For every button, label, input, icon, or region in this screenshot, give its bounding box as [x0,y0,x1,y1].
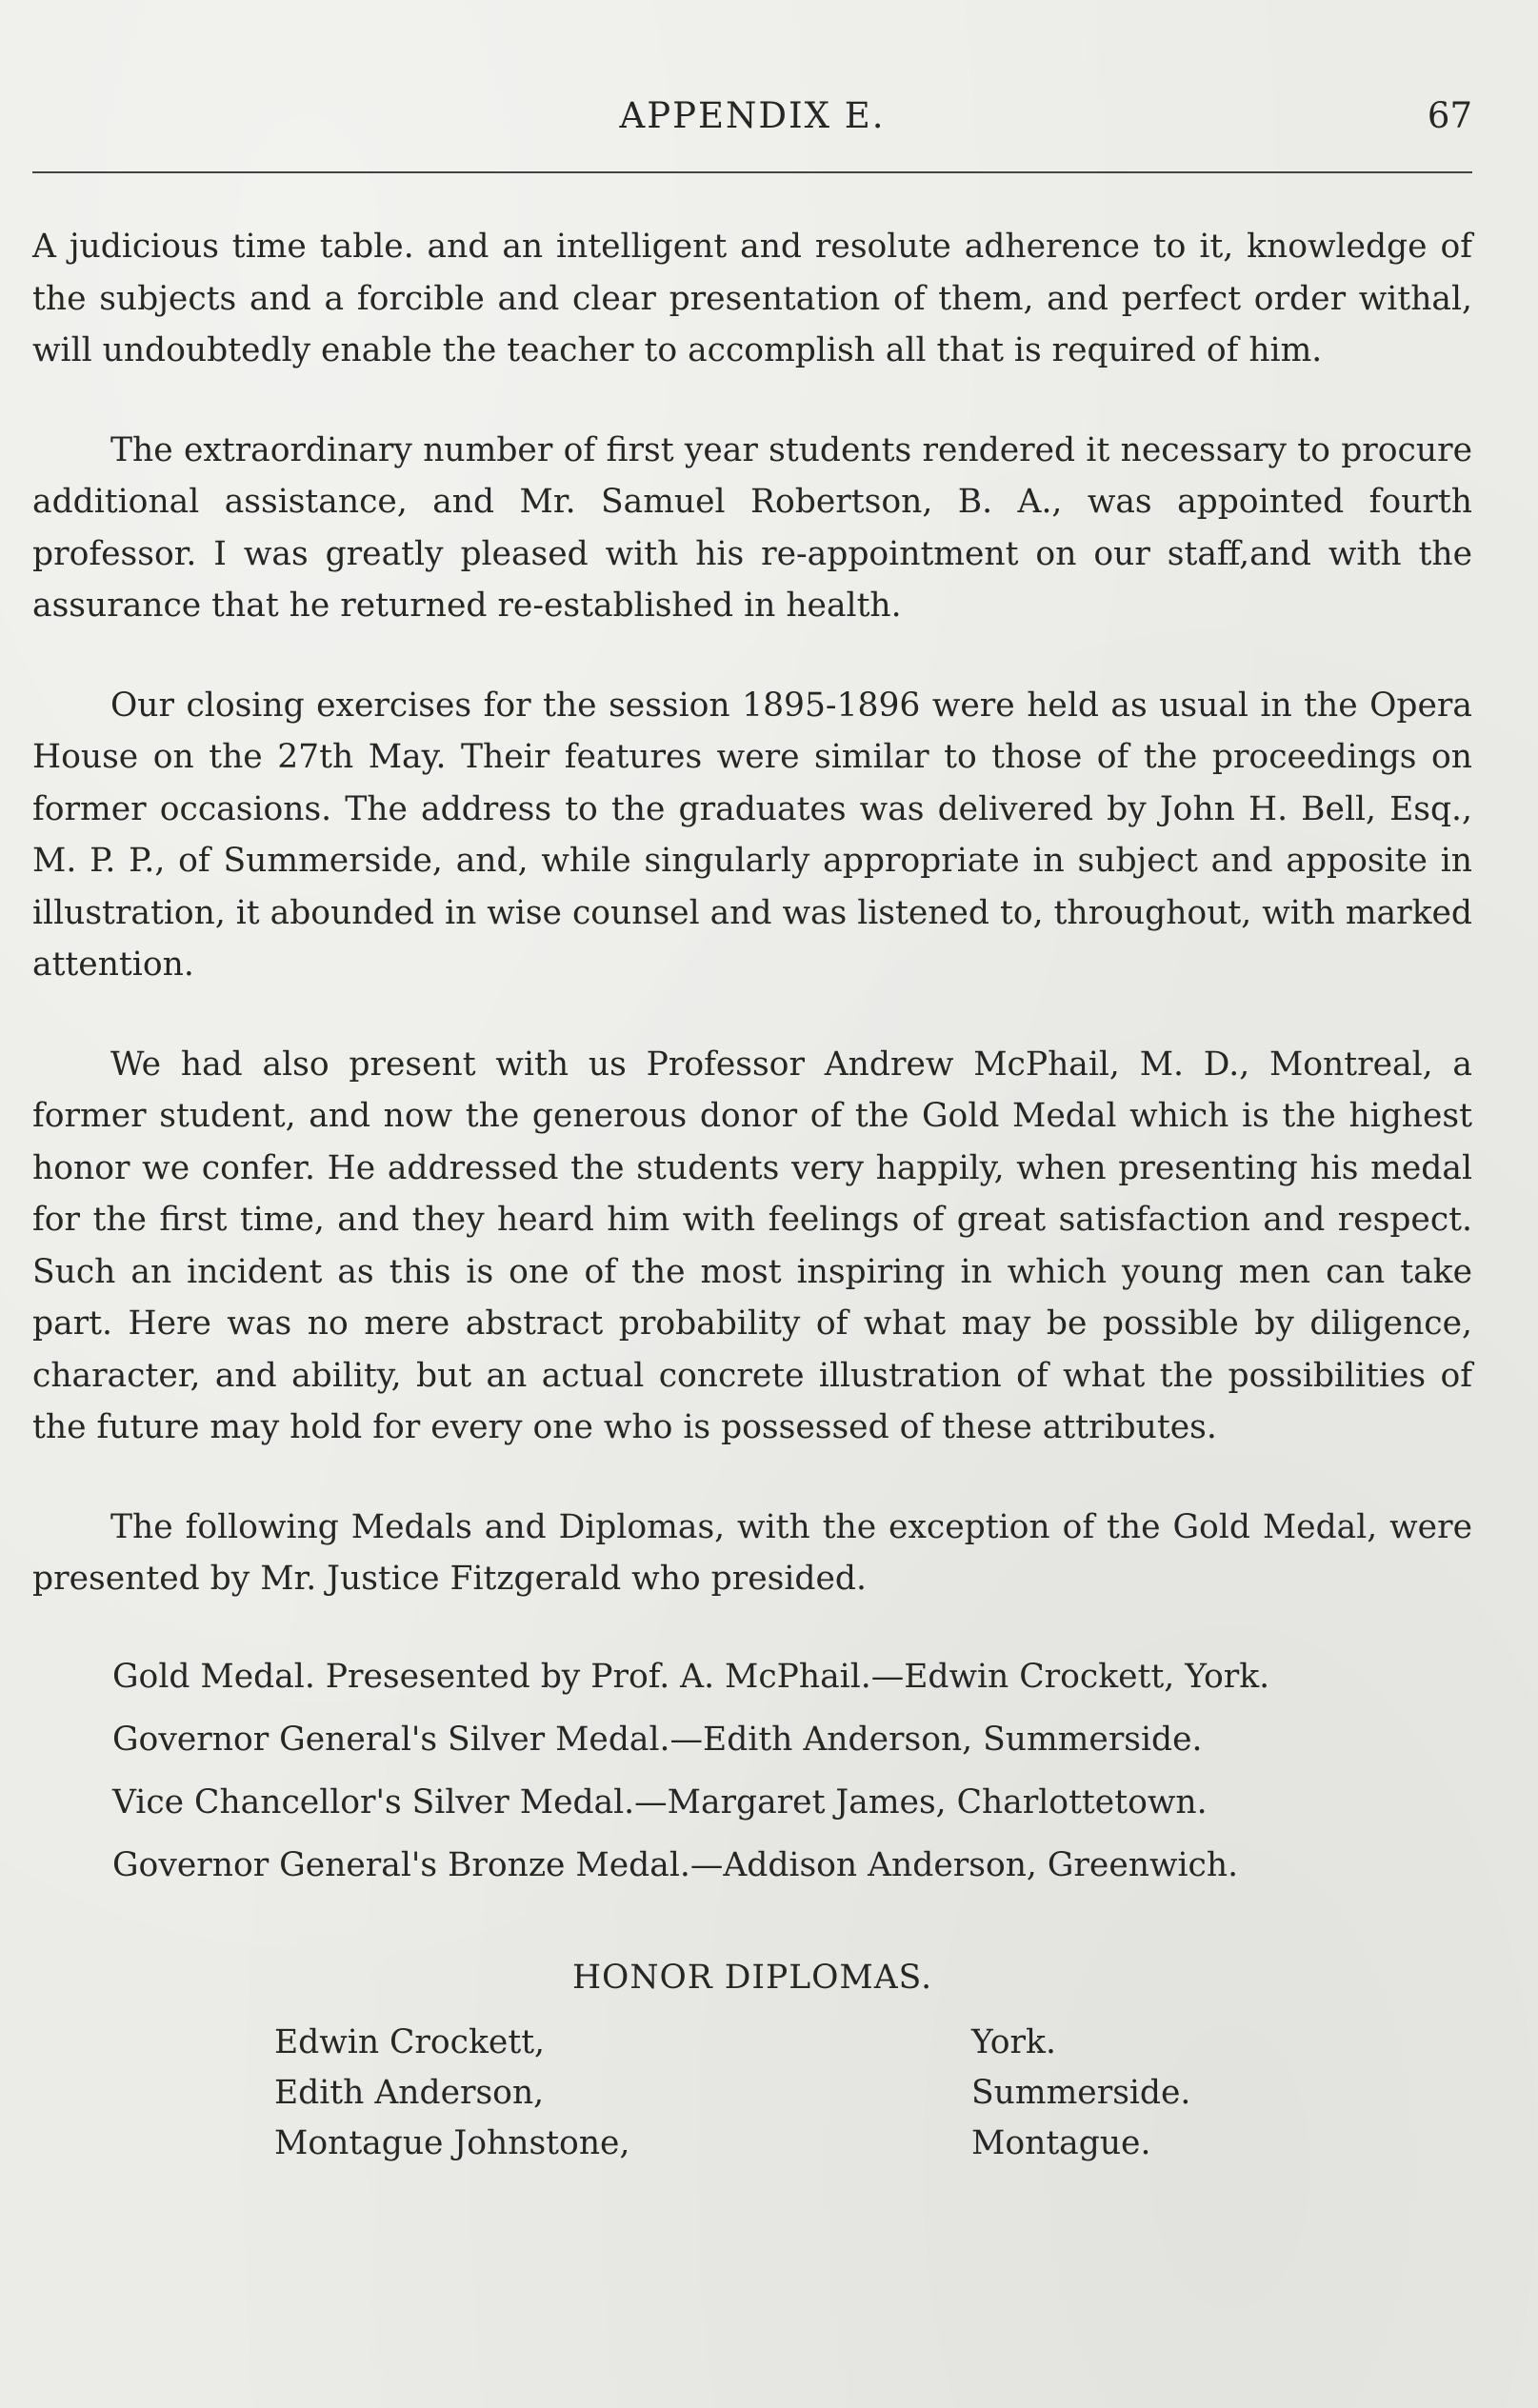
award-gg-bronze-medal: Governor General's Bronze Medal.—Addison Anderson, Greenwich. [112,1845,1239,1884]
page-body [32,221,1472,2168]
diploma-entry [32,2118,1472,2168]
diploma-entry [32,2067,1472,2118]
honor-diplomas-heading: HONOR DIPLOMAS. [571,1958,933,1997]
running-header [32,95,1472,143]
appendix-title: APPENDIX E. [619,95,886,136]
diploma-name: Edwin Crockett, [274,2023,546,2061]
paragraph-mcphail: We had also present with us Professor Andrew McPhail, M. D., Montreal, a former student, and now the generous donor of the Gold Medal which is the highest honor we confer. He addressed the students very happily, when presenting his medal for the first time, and they heard him with feelings of great satisfaction and respect. Such an incident as this is one of the most inspiring in which young men can take part. Here was no mere abstract probability of what may be possible by diligence, character, and ability, but an actual concrete illustration of what the possibilities of the future may hold for every one who is possessed of these attributes. [32,1045,1472,1446]
diploma-place: York. [971,2023,1056,2061]
diploma-entry [32,2017,1472,2067]
diploma-place: Summerside. [971,2074,1191,2112]
paragraph-fourth-professor: The extraordinary number of first year students rendered it necessary to procure additional assistance, and Mr. Samuel Robertson, B. A., was appointed fourth professor. I was greatly pleased with his re-appointment on our staff,and with the assurance that he returned re-established in health. [32,430,1472,625]
awards-list [32,1645,1472,1897]
diploma-name: Montague Johnstone, [274,2124,630,2162]
award-vc-silver-medal: Vice Chancellor's Silver Medal.—Margaret James, Charlottetown. [112,1782,1208,1821]
header-rule [32,171,1472,173]
paragraph-closing-exercises: Our closing exercises for the session 1895-1896 were held as usual in the Opera House on the 27th May. Their features were similar to those of the proceedings on former occasions. The address to the graduates was delivered by John H. Bell, Esq., M. P. P., of Summerside, and, while singularly appropriate in subject and apposite in illustration, it abounded in wise counsel and was listened to, throughout, with marked attention. [32,686,1472,984]
paragraph-medals-intro: The following Medals and Diplomas, with the exception of the Gold Medal, were presented by Mr. Justice Fitzgerald who presided. [32,1507,1472,1598]
honor-diplomas-list [32,2017,1472,2168]
award-gg-silver-medal: Governor General's Silver Medal.—Edith Anderson, Summerside. [112,1720,1203,1759]
page-number: 67 [1427,95,1472,136]
diploma-place: Montague. [971,2124,1151,2162]
diploma-name: Edith Anderson, [274,2074,545,2112]
award-gold-medal: Gold Medal. Presesented by Prof. A. McPhail.—Edwin Crockett, York. [112,1657,1270,1696]
paragraph-time-table: A judicious time table. and an intelligent and resolute adherence to it, knowledge of the subjects and a forcible and clear presentation of them, and perfect order withal, will undoubtedly enable the teacher to accomplish all that is required of him. [32,228,1472,369]
